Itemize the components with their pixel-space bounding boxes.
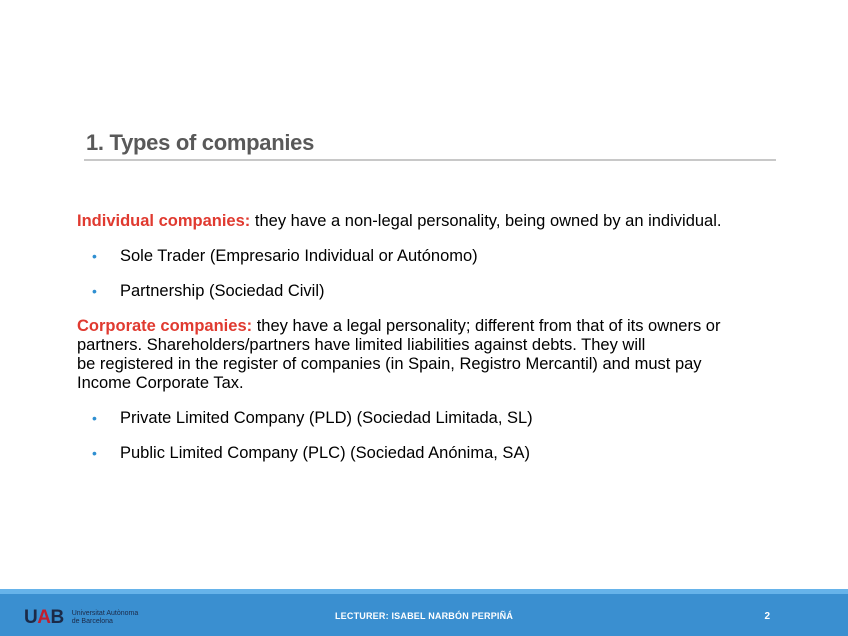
title-divider <box>84 159 776 161</box>
corporate-lead: Corporate companies: <box>77 317 253 335</box>
individual-paragraph <box>77 212 777 231</box>
corporate-list <box>77 409 777 463</box>
corporate-text-line3: be registered in the register of companies (in Spain, Registro Mercantil) and must pay <box>77 355 702 373</box>
slide-footer <box>0 589 848 636</box>
list-item <box>77 247 777 266</box>
list-item <box>77 282 777 301</box>
corporate-text-line2: partners. Shareholders/partners have limited liabilities against debts. They will <box>77 336 646 354</box>
list-item-text: Public Limited Company (PLC) (Sociedad Anónima, SA) <box>120 444 530 462</box>
list-item-text: Partnership (Sociedad Civil) <box>120 282 325 300</box>
logo-text: Universitat Autònoma de Barcelona <box>71 609 139 625</box>
individual-lead: Individual companies: <box>77 212 251 230</box>
list-item <box>77 409 777 428</box>
individual-list <box>77 247 777 301</box>
page-number: 2 <box>764 611 770 622</box>
corporate-text-line1: they have a legal personality; different from that of its owners or <box>252 317 721 335</box>
list-item <box>77 444 777 463</box>
corporate-paragraph <box>77 317 777 393</box>
slide-content <box>77 212 777 479</box>
logo-mark: UAB <box>24 607 64 628</box>
bullet-icon: • <box>92 283 97 299</box>
bullet-icon: • <box>92 410 97 426</box>
slide-title: 1. Types of companies <box>86 130 315 155</box>
lecturer-label: LECTURER: ISABEL NARBÓN PERPIÑÁ <box>334 611 514 621</box>
corporate-text-line4: Income Corporate Tax. <box>77 374 244 392</box>
bullet-icon: • <box>92 248 97 264</box>
bullet-icon: • <box>92 445 97 461</box>
list-item-text: Sole Trader (Empresario Individual or Autónomo) <box>120 247 478 265</box>
list-item-text: Private Limited Company (PLD) (Sociedad Limitada, SL) <box>120 409 533 427</box>
individual-text: they have a non-legal personality, being owned by an individual. <box>250 212 722 230</box>
